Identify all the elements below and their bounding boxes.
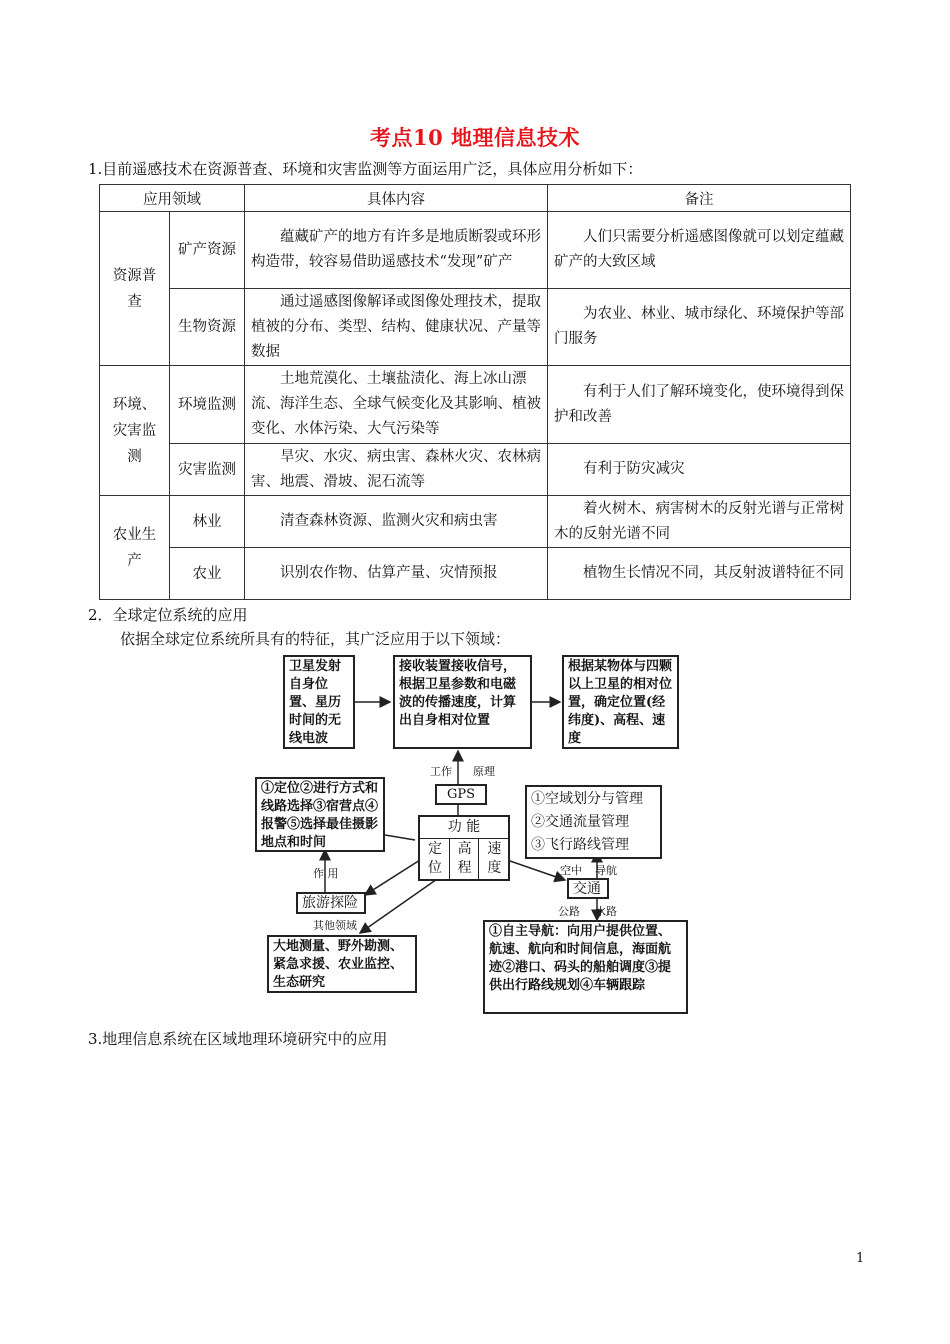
note-cell: 有利于防灾减灾: [548, 444, 851, 496]
list-item: ③飞行路线管理: [531, 837, 629, 853]
section3-heading: 3.地理信息系统在区域地理环境研究中的应用: [88, 1030, 388, 1048]
section1-intro: 1.目前遥感技术在资源普查、环境和灾害监测等方面运用广泛，具体应用分析如下：: [88, 160, 643, 178]
tourism-uses-box: ①定位②进行方式和线路选择③宿营点④报警⑤选择最佳摄影地点和时间: [255, 777, 385, 852]
position-box: 根据某物体与四颗以上卫星的相对位置，确定位置(经纬度)、高程、速度: [562, 655, 679, 749]
arrow-function-traffic: [507, 860, 565, 880]
sub-cell: 生物资源: [170, 289, 245, 366]
line-function-lefttop: [385, 835, 415, 840]
label-air: 空中: [560, 864, 582, 877]
sub-cell: 矿产资源: [170, 212, 245, 289]
table-row: [100, 444, 851, 496]
note-cell: 着火树木、病害树木的反射光谱与正常树木的反射光谱不同: [548, 496, 851, 548]
navigation-box: ①自主导航：向用户提供位置、航速、航向和时间信息，海面航迹②港口、码头的船舶调度③提供出行路线规划④车辆跟踪: [483, 920, 688, 1014]
label-nav: 导航: [595, 864, 617, 877]
gps-diagram: [255, 655, 695, 1020]
table-row: [100, 496, 851, 548]
traffic-box: 交通: [567, 878, 609, 899]
label-use: 作 用: [313, 867, 339, 880]
function-item: 速度: [487, 841, 502, 876]
content-cell: 土地荒漠化、土壤盐渍化、海上冰山漂流、海洋生态、全球气候变化及其影响、植被变化、水体污染、大气污染等: [245, 366, 548, 444]
function-box: [418, 815, 510, 881]
function-title: 功 能: [420, 817, 508, 839]
sub-cell: 环境监测: [170, 366, 245, 444]
group-cell: 资源普查: [100, 212, 170, 366]
note-cell: 为农业、林业、城市绿化、环境保护等部门服务: [548, 289, 851, 366]
table-header: 具体内容: [245, 185, 548, 212]
table-row: [100, 212, 851, 289]
content-cell: 通过遥感图像解译或图像处理技术，提取植被的分布、类型、结构、健康状况、产量等数据: [245, 289, 548, 366]
content-cell: 识别农作物、估算产量、灾情预报: [245, 548, 548, 600]
arrow-function-other: [360, 877, 440, 933]
table-header: 应用领域: [100, 185, 245, 212]
label-water: 水路: [595, 905, 617, 918]
arrow-function-tourism: [365, 860, 420, 895]
sub-cell: 灾害监测: [170, 444, 245, 496]
label-work: 工作: [430, 765, 452, 778]
section2-heading: 2．全球定位系统的应用: [88, 606, 248, 624]
function-item: 定位: [420, 839, 450, 880]
gps-box: GPS: [435, 784, 487, 805]
receiver-box: 接收装置接收信号，根据卫星参数和电磁波的传播速度，计算出自身相对位置: [393, 655, 532, 749]
tourism-box: 旅游探险: [296, 892, 366, 914]
content-cell: 清查森林资源、监测火灾和病虫害: [245, 496, 548, 548]
label-other: 其他领域: [313, 919, 357, 932]
group-cell: 环境、灾害监测: [100, 366, 170, 496]
table-row: [100, 289, 851, 366]
label-road: 公路: [558, 905, 580, 918]
note-cell: 人们只需要分析遥感图像就可以划定蕴藏矿产的大致区域: [548, 212, 851, 289]
remote-sensing-table: [99, 184, 851, 600]
content-cell: 蕴藏矿产的地方有许多是地质断裂或环形构造带，较容易借助遥感技术“发现”矿产: [245, 212, 548, 289]
other-fields-box: 大地测量、野外勘测、紧急求援、农业监控、生态研究: [267, 935, 417, 993]
table-header: 备注: [548, 185, 851, 212]
note-cell: 植物生长情况不同，其反射波谱特征不同: [548, 548, 851, 600]
label-principle: 原理: [473, 765, 495, 778]
table-header-row: [100, 185, 851, 212]
group-cell: 农业生产: [100, 496, 170, 600]
air-traffic-box: [525, 785, 662, 859]
page-number: 1: [856, 1251, 865, 1266]
function-item: 高程: [450, 839, 480, 880]
section2-intro: 依据全球定位系统所具有的特征，其广泛应用于以下领域：: [120, 630, 511, 648]
sub-cell: 林业: [170, 496, 245, 548]
satellite-box: 卫星发射自身位置、星历时间的无线电波: [283, 655, 355, 749]
table-row: [100, 548, 851, 600]
sub-cell: 农业: [170, 548, 245, 600]
note-cell: 有利于人们了解环境变化，使环境得到保护和改善: [548, 366, 851, 444]
list-item: ①空域划分与管理: [531, 791, 643, 807]
table-row: [100, 366, 851, 444]
list-item: ②交通流量管理: [531, 814, 629, 830]
content-cell: 旱灾、水灾、病虫害、森林火灾、农林病害、地震、滑坡、泥石流等: [245, 444, 548, 496]
page-title: 考点10 地理信息技术: [369, 125, 581, 150]
